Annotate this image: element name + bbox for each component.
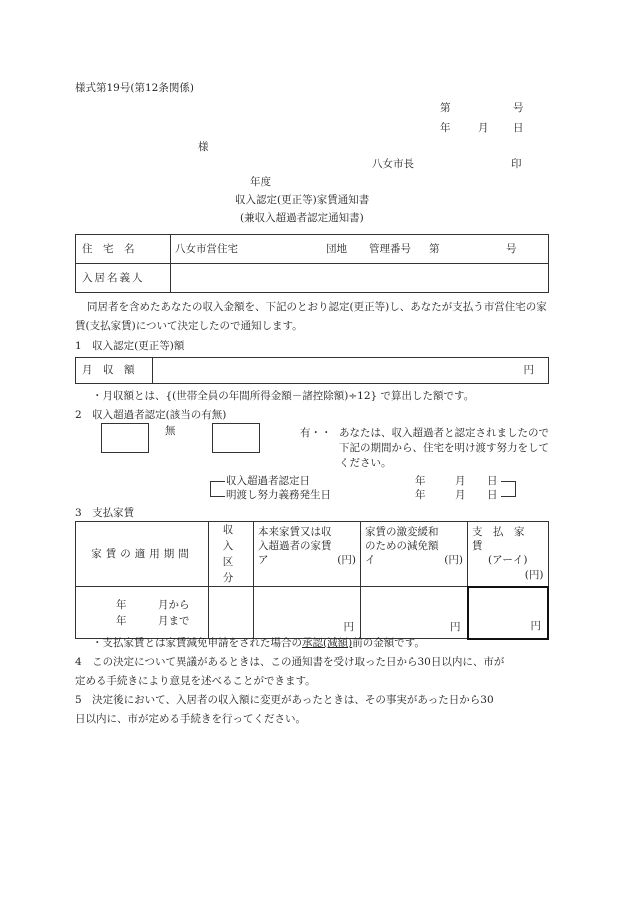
resident-label	[76, 264, 171, 293]
date-day: 日	[513, 122, 524, 134]
kanri-suffix: 号	[506, 243, 517, 255]
yes-explanation: あなたは、収入超過者と認定されましたので下記の期間から、住宅を明け渡す努力をしてください。	[339, 427, 549, 469]
address-label: 住 宅 名	[76, 235, 171, 264]
intro-text: 同居者を含めたあなたの収入金額を、下記のとおり認定(更正等)し、あなたが支払う市営住宅の家賃(支払家賃)について決定したので通知します。	[75, 301, 547, 332]
col-income-class-text: 収入区分	[222, 524, 240, 584]
bracket-left	[210, 481, 225, 497]
col-reduction-line2: のための減免額	[365, 540, 439, 553]
cert-date-month: 月	[455, 475, 466, 487]
item4-line1: 4 この決定について異議があるときは、この通知書を受け取った日から30日以内に、市が	[75, 656, 505, 668]
date-month: 月	[478, 122, 489, 134]
info-table	[75, 234, 549, 293]
base-rent-cell[interactable]	[254, 587, 361, 639]
addressee-sama: 様	[198, 141, 209, 153]
payment-cell[interactable]	[468, 587, 549, 639]
evict-date-month: 月	[455, 489, 466, 501]
col-reduction-line1: 家賃の激変緩和	[365, 526, 439, 538]
col-payment-header	[468, 522, 549, 587]
payment-unit: 円	[530, 620, 541, 633]
form-number: 様式第19号(第12条関係)	[75, 82, 194, 94]
address-cell	[171, 235, 549, 264]
resident-label-text: 入居名義人	[82, 271, 145, 284]
col-base-rent-line1: 本来家賃又は収	[258, 526, 332, 538]
cert-date-day: 日	[487, 475, 498, 487]
reduction-unit: 円	[450, 620, 461, 633]
doc-number-suffix: 号	[513, 102, 524, 114]
col-base-rent-line2: 入超過者の家賃	[258, 540, 332, 553]
rent-note-underlined: 承認(減額)	[302, 637, 353, 649]
rent-note-prefix: ・支払家賃とは家賃減免申請をされた場合の	[92, 637, 302, 649]
item5-line2: 日以内に、市が定める手続きを行ってください。	[75, 713, 306, 725]
evict-date-year: 年	[415, 489, 426, 501]
col-period-header	[76, 522, 209, 587]
item4-line2: 定める手続きにより意見を述べることができます。	[75, 675, 316, 687]
col-reduction-header	[361, 522, 468, 587]
section3-heading: 3 支払家賃	[75, 507, 135, 519]
period-cell[interactable]	[76, 587, 209, 639]
resident-value[interactable]	[171, 264, 549, 293]
mayor-name: 八女市長	[372, 158, 414, 170]
col-base-rent-mark: ア	[258, 554, 269, 567]
evict-date-day: 日	[487, 489, 498, 501]
rent-note	[92, 636, 425, 650]
base-rent-unit: 円	[343, 620, 354, 633]
certification-date-label: 収入超過者認定日	[226, 475, 310, 487]
eviction-date-label: 明渡し努力義務発生日	[226, 489, 331, 501]
danchi-label: 団地	[326, 243, 347, 255]
col-payment-line2: (アーイ)	[488, 554, 528, 567]
col-base-rent-header	[254, 522, 361, 587]
kanri-label: 管理番号	[369, 243, 411, 255]
income-note: ・月収額とは、{(世帯全員の年間所得金額－諸控除額)÷12} で算出した額です。	[92, 390, 475, 402]
date-year: 年	[440, 122, 451, 134]
col-income-class-header	[209, 522, 254, 587]
yes-label: 有・・	[300, 427, 332, 439]
reduction-cell[interactable]	[361, 587, 468, 639]
period-from: 年 月から	[116, 598, 190, 611]
col-reduction-unit: (円)	[444, 554, 463, 567]
rent-note-suffix: 前の金額です。	[352, 637, 425, 649]
seal-mark: 印	[511, 158, 522, 170]
income-label: 月 収 額	[76, 358, 153, 384]
col-payment-unit: (円)	[524, 568, 544, 581]
none-label: 無	[165, 425, 176, 437]
item5-line1: 5 決定後において、入居者の収入額に変更があったときは、その事実があった日から30	[75, 694, 494, 706]
col-base-rent-unit: (円)	[337, 554, 356, 567]
income-value-unit[interactable]: 円	[153, 358, 549, 384]
bracket-right	[501, 481, 516, 497]
page-subtitle: (兼収入超過者認定通知書)	[240, 212, 364, 224]
col-reduction-mark: イ	[365, 554, 376, 567]
section1-heading: 1 収入認定(更正等)額	[75, 340, 185, 352]
kanri-prefix: 第	[429, 243, 440, 255]
doc-number-prefix: 第	[440, 102, 451, 114]
section2-heading: 2 収入超過者認定(該当の有無)	[75, 409, 227, 421]
period-to: 年 月まで	[116, 614, 190, 627]
rent-table	[75, 521, 549, 640]
none-checkbox[interactable]	[101, 423, 149, 453]
cert-date-year: 年	[415, 475, 426, 487]
page-title: 収入認定(更正等)家賃通知書	[235, 194, 370, 206]
income-class-cell[interactable]	[209, 587, 254, 639]
yes-checkbox[interactable]	[212, 423, 260, 453]
col-period-text: 家賃の適用期間	[91, 547, 193, 560]
fiscal-year: 年度	[250, 176, 271, 188]
col-payment-line1: 支 払 家 賃	[472, 526, 535, 553]
income-table	[75, 357, 549, 384]
address-value: 八女市営住宅	[175, 243, 238, 255]
